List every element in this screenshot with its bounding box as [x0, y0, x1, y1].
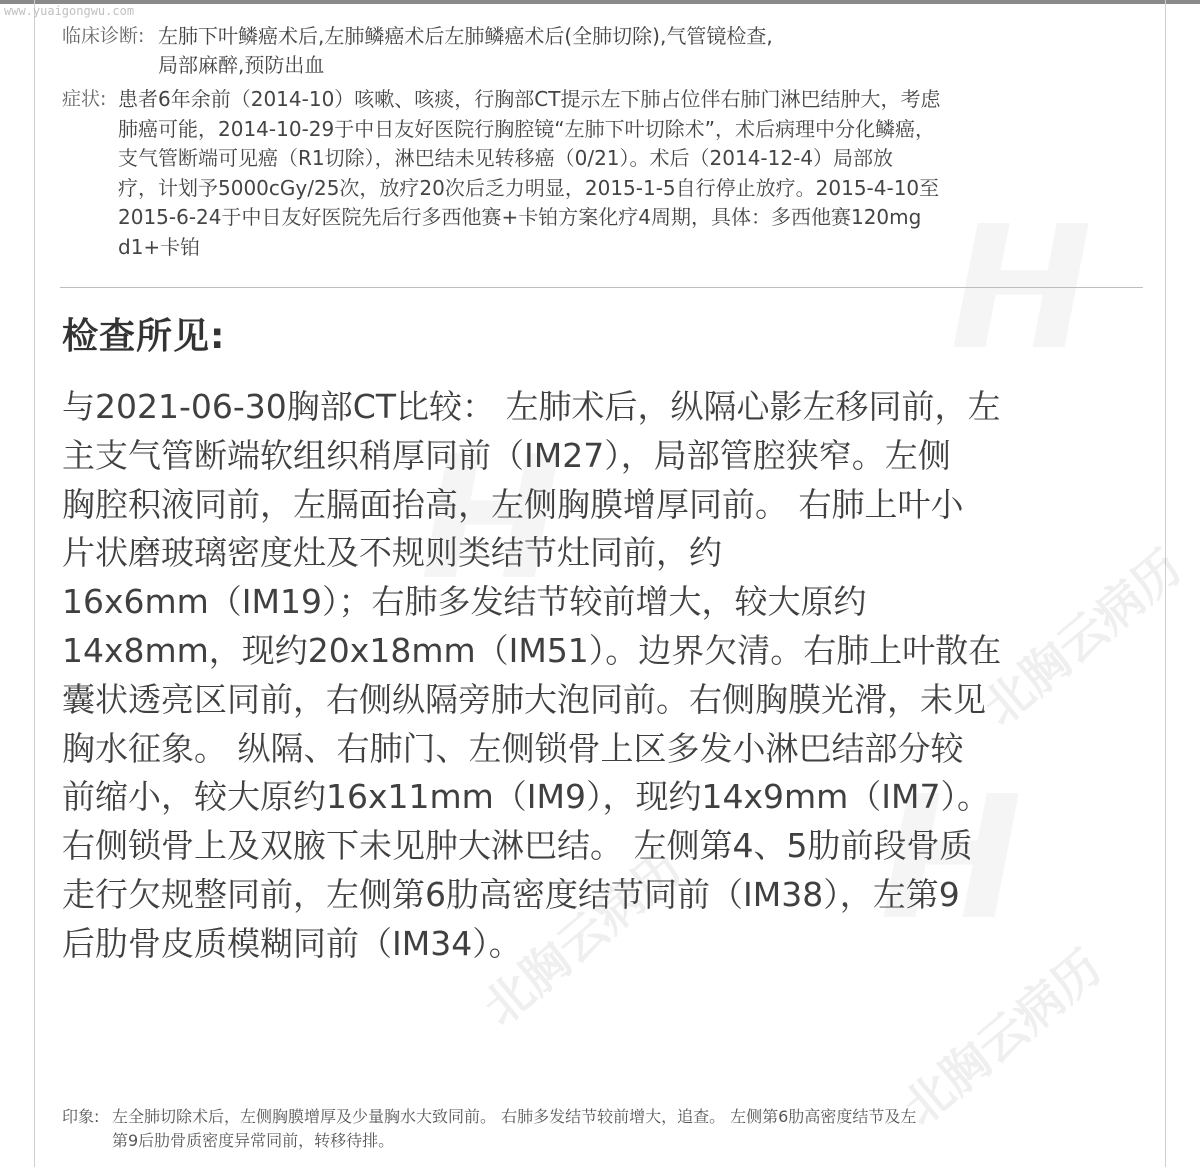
- clinical-diagnosis-line: 局部麻醉,预防出血: [158, 53, 325, 77]
- symptoms-line: 2015-6-24于中日友好医院先后行多西他赛+卡铂方案化疗4周期，具体：多西他赛120mg: [118, 205, 922, 229]
- clinical-diagnosis-text: [158, 22, 773, 80]
- impression-line: 第9后肋骨质密度异常同前，转移待排。: [112, 1131, 395, 1150]
- findings-line: 16x6mm（IM19）；右肺多发结节较前增大，较大原约: [62, 582, 867, 622]
- findings-line: 主支气管断端软组织稍厚同前（IM27），局部管腔狭窄。左侧: [62, 435, 951, 475]
- findings-line: 走行欠规整同前，左侧第6肋高密度结节同前（IM38），左第9: [62, 874, 960, 914]
- right-margin-line: [1165, 0, 1166, 1167]
- findings-line: 胸腔积液同前，左膈面抬高，左侧胸膜增厚同前。 右肺上叶小: [62, 484, 964, 524]
- watermark-text: 北胸云病历: [472, 839, 693, 1037]
- clinical-diagnosis-line: 左肺下叶鳞癌术后,左肺鳞癌术后左肺鳞癌术后(全肺切除),气管镜检查,: [158, 24, 773, 48]
- symptoms-label: 症状:: [62, 88, 107, 110]
- findings-line: 右侧锁骨上及双腋下未见肿大淋巴结。 左侧第4、5肋前段骨质: [62, 826, 973, 866]
- findings-line: 片状磨玻璃密度灶及不规则类结节灶同前，约: [62, 533, 722, 573]
- symptoms-line: d1+卡铂: [118, 234, 201, 259]
- watermark-text: 北胸云病历: [892, 939, 1113, 1137]
- symptoms-text: [118, 85, 940, 262]
- findings-text: [62, 383, 1001, 969]
- findings-heading: 检查所见:: [62, 316, 226, 357]
- findings-line: 14x8mm，现约20x18mm（IM51）。边界欠清。右肺上叶散在: [62, 630, 1002, 670]
- symptoms-line: 支气管断端可见癌（R1切除），淋巴结未见转移癌（0/21）。术后（2014-12-4）局部放: [118, 146, 894, 170]
- findings-line: 胸水征象。 纵隔、右肺门、左侧锁骨上区多发小淋巴结部分较: [62, 728, 964, 768]
- watermark-logo: H: [420, 420, 563, 618]
- left-margin-line: [34, 0, 35, 1167]
- findings-line: 前缩小，较大原约16x11mm（IM9），现约14x9mm（IM7）。: [62, 777, 991, 817]
- symptoms-line: 肺癌可能，2014-10-29于中日友好医院行胸腔镜“左肺下叶切除术”，术后病理中分化鳞癌，: [118, 116, 935, 141]
- symptoms-line: 疗，计划予5000cGy/25次，放疗20次后乏力明显，2015-1-5自行停止放疗。2015-4-10至: [118, 175, 940, 200]
- watermark-text: 北胸云病历: [972, 539, 1193, 737]
- findings-line: 囊状透亮区同前，右侧纵隔旁肺大泡同前。右侧胸膜光滑，未见: [62, 679, 986, 719]
- findings-line: 后肋骨皮质模糊同前（IM34）。: [62, 923, 522, 963]
- symptoms-line: 患者6年余前（2014-10）咳嗽、咳痰，行胸部CT提示左下肺占位伴右肺门淋巴结肿大，考虑: [118, 87, 941, 111]
- watermark-logo: H: [950, 190, 1093, 388]
- impression-line: 左全肺切除术后，左侧胸膜增厚及少量胸水大致同前。 右肺多发结节较前增大，追查。 左侧第6肋高密度结节及左: [112, 1107, 917, 1126]
- impression-line-1: [62, 1105, 916, 1129]
- findings-line: 与2021-06-30胸部CT比较： 左肺术后，纵隔心影左移同前，左: [62, 387, 1001, 426]
- top-border: [0, 0, 1200, 4]
- site-watermark: www.yuaigongwu.com: [4, 4, 135, 18]
- watermark-logo: H: [880, 760, 1023, 958]
- clinical-diagnosis-label: 临床诊断:: [62, 25, 145, 47]
- impression-label: 印象:: [62, 1107, 100, 1126]
- impression-block: [62, 1105, 916, 1153]
- section-divider: [60, 287, 1143, 288]
